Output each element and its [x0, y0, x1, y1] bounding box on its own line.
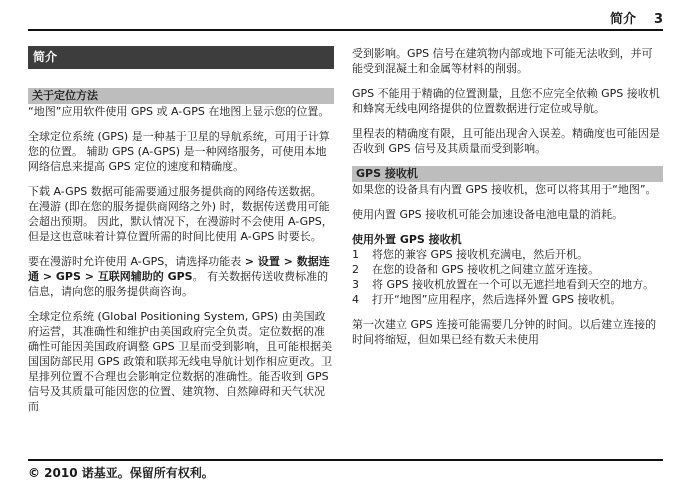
section-title-positioning: 关于定位方法 [28, 88, 334, 104]
page-header [610, 8, 663, 27]
step-number: 2 [352, 263, 359, 276]
paragraph: 使用内置 GPS 接收机可能会加速设备电池电量的消耗。 [352, 208, 624, 221]
paragraph: 全球定位系统 (Global Positioning System, GPS) 由美国政府运营，其准确性和维护由美国政府完全负责。定位数据的准确性可能因美国政府调整 GPS 卫星而受到影响，且可能根据美国国防部民用 GPS 政策和联邦无线电导航计划作相应更改。卫星排列位置不合理也会影响定位数据的准确性。能否收到 GPS 信号及其质量可能因您的位置、建筑物、自然障碍和天气状况而 [28, 310, 333, 413]
paragraph-text: 。 有关数据传送收费标准的信息，请向您的服务提供商咨询。 [28, 270, 329, 298]
list-item [352, 247, 663, 262]
step-text: 将 GPS 接收机放置在一个可以无遮拦地看到天空的地方。 [372, 278, 655, 291]
list-item [352, 262, 663, 277]
step-text: 在您的设备和 GPS 接收机之间建立蓝牙连接。 [372, 263, 600, 276]
step-number: 1 [352, 248, 359, 261]
copyright-footer: © 2010 诺基亚。保留所有权利。 [28, 466, 214, 480]
paragraph-menu-path [28, 254, 334, 299]
chapter-title: 简介 [28, 46, 334, 69]
subheading: 使用外置 GPS 接收机 [352, 233, 462, 246]
page-number: 3 [653, 12, 663, 27]
right-column [352, 46, 663, 357]
menu-path: > 设置 > 数据连通 > GPS > 互联网辅助的 GPS [28, 255, 330, 283]
section-title-gps-receiver: GPS 接收机 [352, 166, 663, 182]
paragraph-text: 要在漫游时允许使用 A-GPS，请选择功能表 [28, 255, 245, 268]
footer-rule [28, 459, 663, 461]
header-rule [28, 29, 663, 31]
paragraph: GPS 不能用于精确的位置测量，且您不应完全依赖 GPS 接收机和蜂窝无线电网络提供的位置数据进行定位或导航。 [352, 87, 660, 115]
step-number: 3 [352, 278, 359, 291]
steps-list [352, 247, 663, 307]
paragraph: 如果您的设备具有内置 GPS 接收机，您可以将其用于“地图”。 [352, 183, 657, 196]
paragraph: 里程表的精确度有限，且可能出现舍入误差。精确度也可能因是否收到 GPS 信号及其质量而受到影响。 [352, 127, 660, 155]
step-text: 将您的兼容 GPS 接收机充满电，然后开机。 [372, 248, 589, 261]
paragraph: 受到影响。GPS 信号在建筑物内部或地下可能无法收到，并可能受到混凝土和金属等材料的削弱。 [352, 47, 653, 75]
list-item [352, 277, 663, 292]
paragraph: “地图”应用软件使用 GPS 或 A-GPS 在地图上显示您的位置。 [28, 105, 330, 118]
step-number: 4 [352, 293, 359, 306]
list-item [352, 292, 663, 307]
left-column [28, 46, 334, 424]
paragraph: 全球定位系统 (GPS) 是一种基于卫星的导航系统，可用于计算您的位置。 辅助 GPS (A-GPS) 是一种网络服务，可使用本地网络信息来提高 GPS 定位的速度和精确度。 [28, 130, 330, 173]
step-text: 打开“地图”应用程序，然后选择外置 GPS 接收机。 [372, 293, 622, 306]
paragraph: 第一次建立 GPS 连接可能需要几分钟的时间。以后建立连接的时间将缩短，但如果已经有数天未使用 [352, 318, 657, 346]
paragraph: 下载 A-GPS 数据可能需要通过服务提供商的网络传送数据。 在漫游 (即在您的服务提供商网络之外) 时，数据传送费用可能会超出预期。 因此，默认情况下，在漫游时不会使用 A-GPS，但是这也意味着计算位置所需的时间比使用 A-GPS 时要长。 [28, 185, 333, 243]
header-section-title: 简介 [609, 12, 636, 27]
